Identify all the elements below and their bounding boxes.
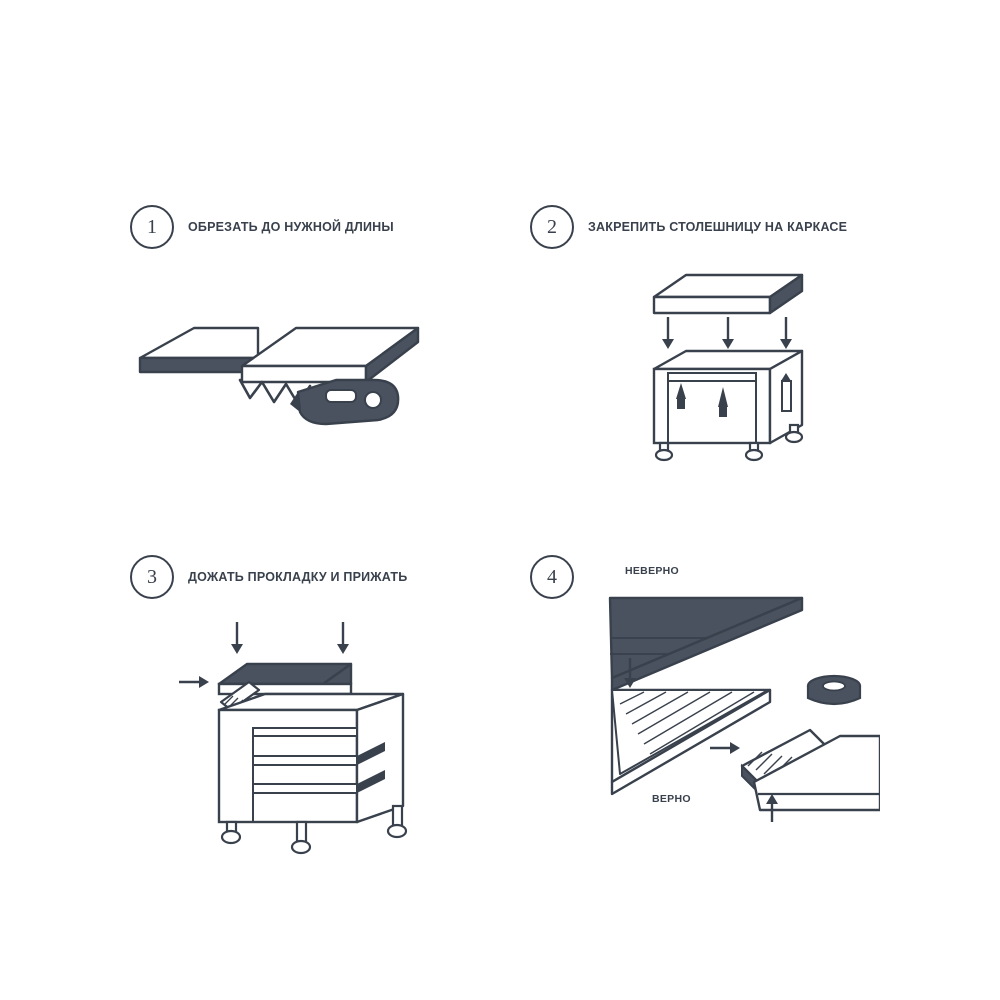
step-2 [530, 205, 847, 249]
worktop-top-panel [654, 275, 802, 313]
step-1-title: ОБРЕЗАТЬ ДО НУЖНОЙ ДЛИНЫ [188, 219, 394, 234]
cabinet-body [219, 694, 403, 822]
step-4-header [530, 555, 588, 599]
edge-band-roll-icon [808, 676, 860, 704]
worktop-right-piece [242, 328, 418, 382]
arrow-right-icon [710, 742, 740, 754]
step-1-number: 1 [130, 205, 174, 249]
step-2-header [530, 205, 847, 249]
label-incorrect: НЕВЕРНО [625, 565, 680, 577]
step-3 [130, 555, 407, 599]
step-4-number: 4 [530, 555, 574, 599]
arrow-right-icon [179, 676, 209, 688]
step-2-illustration [640, 265, 830, 485]
step-3-illustration [175, 610, 435, 880]
step-2-number: 2 [530, 205, 574, 249]
step-1 [130, 205, 394, 249]
step-4-illustration [590, 570, 880, 860]
step-4 [530, 555, 588, 599]
jigsaw-icon [290, 380, 398, 424]
step-2-title: ЗАКРЕПИТЬ СТОЛЕШНИЦУ НА КАРКАСЕ [588, 219, 848, 234]
label-correct: ВЕРНО [652, 793, 691, 805]
arrow-down-icon [662, 317, 792, 349]
step-1-illustration [130, 320, 450, 460]
worktop-left-piece [140, 328, 258, 372]
arrow-down-icon [231, 622, 349, 654]
worktop-incorrect [610, 598, 802, 690]
step-3-number: 3 [130, 555, 174, 599]
cabinet-frame [654, 351, 802, 443]
step-3-header [130, 555, 407, 599]
step-3-title: ДОЖАТЬ ПРОКЛАДКУ И ПРИЖАТЬ [188, 569, 408, 584]
step-1-header [130, 205, 394, 249]
